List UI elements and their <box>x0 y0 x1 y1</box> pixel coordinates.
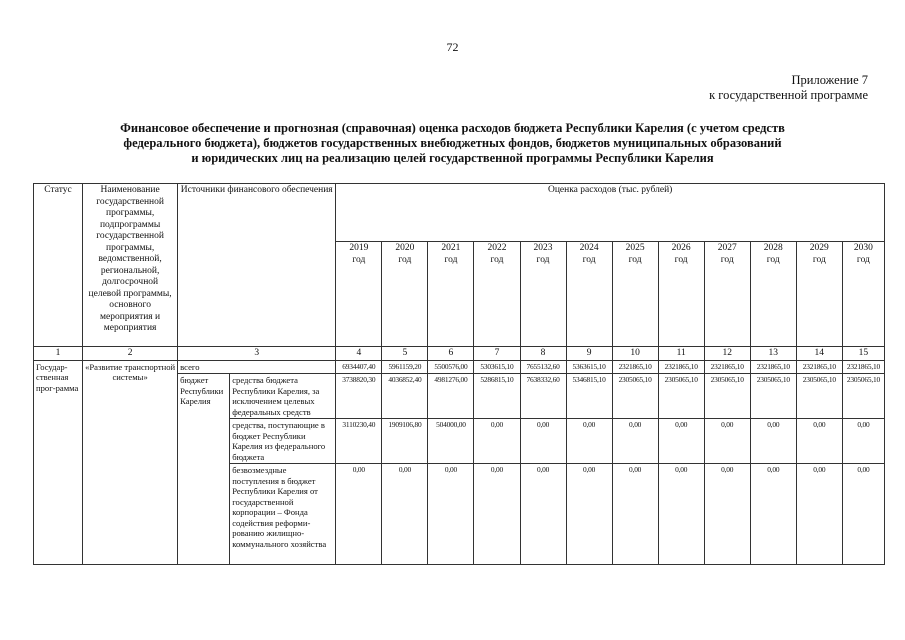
column-number: 3 <box>178 347 336 361</box>
value-cell: 3110230,40 <box>336 419 382 464</box>
page-number: 72 <box>446 40 459 54</box>
annex-line-2: к государственной программе <box>709 88 868 102</box>
title-line-2: федерального бюджета), бюджетов государственных внебюджетных фондов, бюджетов муниципальных образований <box>123 136 782 150</box>
source-label: безвозмездные поступления в бюджет Республики Карелия от государственной корпорации – Фонда содействия реформи-рованию жилищно-коммунального хозяйства <box>230 464 336 565</box>
value-cell: 0,00 <box>796 419 842 464</box>
year-header: 2021 год <box>428 242 474 347</box>
annex-line-1: Приложение 7 <box>791 73 868 87</box>
value-cell: 2321865,10 <box>750 360 796 374</box>
value-cell: 2305065,10 <box>612 374 658 419</box>
value-cell: 1909106,80 <box>382 419 428 464</box>
budget-rk-label: бюджет Республики Карелия <box>178 374 230 565</box>
value-cell: 0,00 <box>658 464 704 565</box>
column-number: 9 <box>566 347 612 361</box>
column-number: 10 <box>612 347 658 361</box>
column-number: 4 <box>336 347 382 361</box>
value-cell: 0,00 <box>382 464 428 565</box>
value-cell: 0,00 <box>704 464 750 565</box>
value-cell: 0,00 <box>336 464 382 565</box>
value-cell: 0,00 <box>474 464 520 565</box>
column-number: 14 <box>796 347 842 361</box>
value-cell: 2305065,10 <box>842 374 884 419</box>
value-cell: 0,00 <box>474 419 520 464</box>
year-header: 2030 год <box>842 242 884 347</box>
year-header: 2025 год <box>612 242 658 347</box>
header-row-1 <box>34 184 885 242</box>
value-cell: 0,00 <box>842 464 884 565</box>
value-cell: 2321865,10 <box>842 360 884 374</box>
value-cell: 4036852,40 <box>382 374 428 419</box>
column-number: 12 <box>704 347 750 361</box>
value-cell: 2321865,10 <box>704 360 750 374</box>
value-cell: 5346815,10 <box>566 374 612 419</box>
value-cell: 5961159,20 <box>382 360 428 374</box>
column-number: 2 <box>83 347 178 361</box>
value-cell: 0,00 <box>428 464 474 565</box>
status-cell: Государ-ственная прог-рамма <box>34 360 83 565</box>
source-label: средства бюджета Республики Карелия, за исключением целевых федеральных средств <box>230 374 336 419</box>
value-cell: 2321865,10 <box>612 360 658 374</box>
column-number: 1 <box>34 347 83 361</box>
year-header: 2029 год <box>796 242 842 347</box>
value-cell: 5363615,10 <box>566 360 612 374</box>
value-cell: 0,00 <box>566 464 612 565</box>
value-cell: 0,00 <box>520 464 566 565</box>
value-cell: 0,00 <box>842 419 884 464</box>
column-number: 5 <box>382 347 428 361</box>
column-number: 15 <box>842 347 884 361</box>
source-label: всего <box>178 360 336 374</box>
value-cell: 0,00 <box>520 419 566 464</box>
year-header: 2020 год <box>382 242 428 347</box>
document-title <box>60 121 845 166</box>
header-estimate: Оценка расходов (тыс. рублей) <box>336 184 885 242</box>
title-line-1: Финансовое обеспечение и прогнозная (справочная) оценка расходов бюджета Республики Карелия (с учетом средств <box>120 121 785 135</box>
finance-table <box>33 183 885 565</box>
year-header: 2028 год <box>750 242 796 347</box>
title-line-3: и юридических лиц на реализацию целей государственной программы Республики Карелия <box>191 151 714 165</box>
column-number-row <box>34 347 885 361</box>
value-cell: 2305065,10 <box>796 374 842 419</box>
column-number: 11 <box>658 347 704 361</box>
year-header: 2026 год <box>658 242 704 347</box>
value-cell: 0,00 <box>796 464 842 565</box>
value-cell: 0,00 <box>704 419 750 464</box>
value-cell: 6934407,40 <box>336 360 382 374</box>
year-header: 2024 год <box>566 242 612 347</box>
value-cell: 3738820,30 <box>336 374 382 419</box>
source-label: средства, поступающие в бюджет Республики Карелия из федерального бюджета <box>230 419 336 464</box>
program-name-cell: «Развитие транспортной системы» <box>83 360 178 565</box>
year-header: 2022 год <box>474 242 520 347</box>
value-cell: 0,00 <box>612 464 658 565</box>
value-cell: 5500576,00 <box>428 360 474 374</box>
value-cell: 5303615,10 <box>474 360 520 374</box>
column-number: 7 <box>474 347 520 361</box>
year-header: 2023 год <box>520 242 566 347</box>
value-cell: 504000,00 <box>428 419 474 464</box>
column-number: 8 <box>520 347 566 361</box>
annex-caption <box>709 73 868 103</box>
header-name: Наименование государственной программы, подпрограммы государственной программы, ведомственной, региональной, долгосрочной целевой программы, основного мероприятия и мероприятия <box>83 184 178 347</box>
column-number: 13 <box>750 347 796 361</box>
value-cell: 2321865,10 <box>658 360 704 374</box>
value-cell: 4981276,00 <box>428 374 474 419</box>
value-cell: 7655132,60 <box>520 360 566 374</box>
value-cell: 0,00 <box>750 464 796 565</box>
header-status: Статус <box>34 184 83 347</box>
value-cell: 0,00 <box>612 419 658 464</box>
header-sources: Источники финансового обеспечения <box>178 184 336 347</box>
table-row-total <box>34 360 885 374</box>
value-cell: 7638332,60 <box>520 374 566 419</box>
value-cell: 2321865,10 <box>796 360 842 374</box>
year-header: 2027 год <box>704 242 750 347</box>
value-cell: 2305065,10 <box>704 374 750 419</box>
value-cell: 2305065,10 <box>750 374 796 419</box>
year-header: 2019 год <box>336 242 382 347</box>
value-cell: 0,00 <box>750 419 796 464</box>
column-number: 6 <box>428 347 474 361</box>
value-cell: 0,00 <box>566 419 612 464</box>
value-cell: 2305065,10 <box>658 374 704 419</box>
value-cell: 0,00 <box>658 419 704 464</box>
value-cell: 5286815,10 <box>474 374 520 419</box>
